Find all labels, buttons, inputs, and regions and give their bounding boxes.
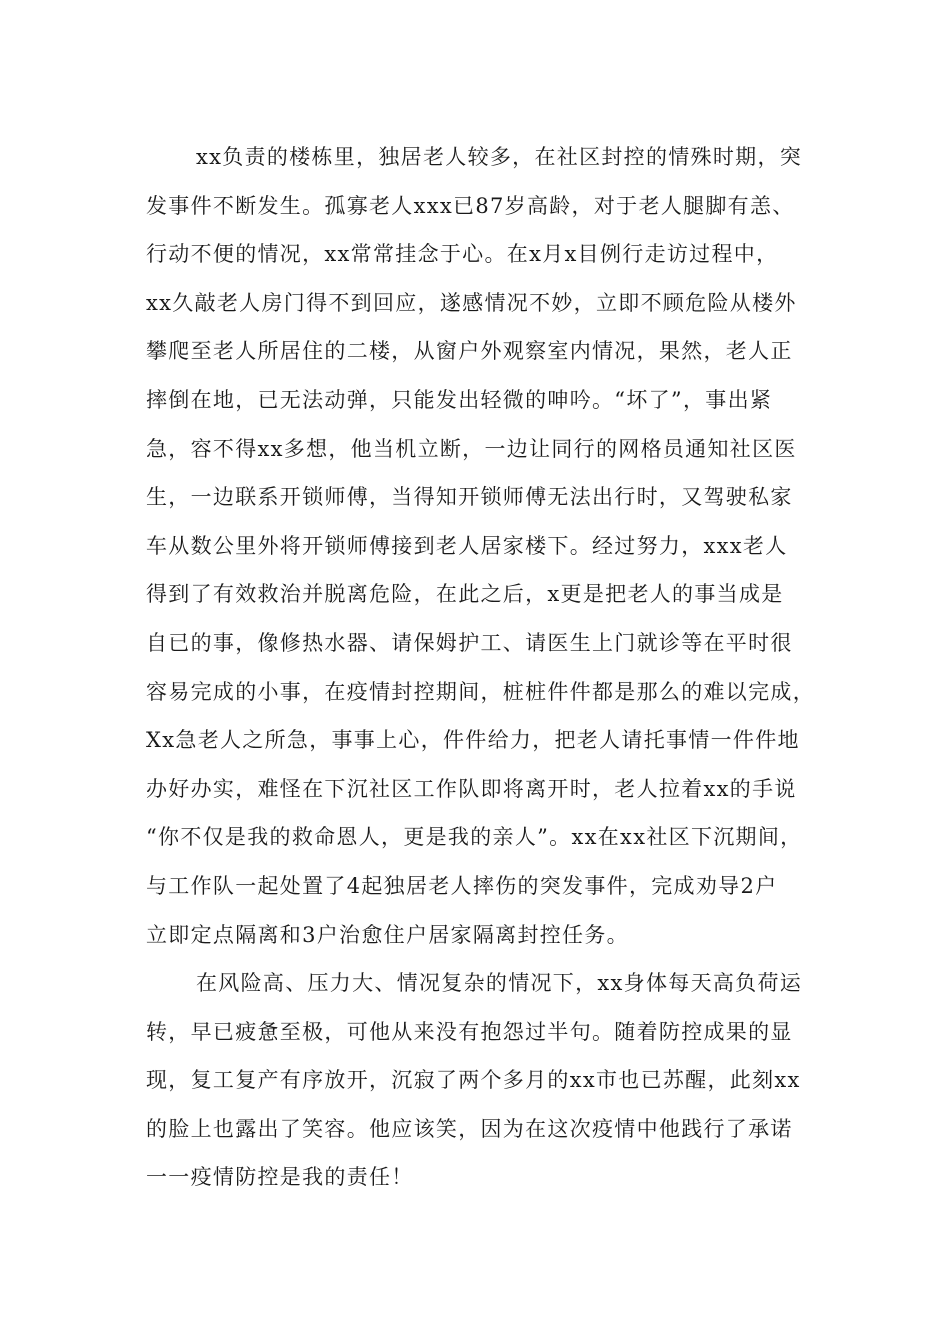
paragraph-1-line-10: 得到了有效救治并脱离危险，在此之后，x更是把老人的事当成是: [146, 582, 784, 607]
paragraph-1-line-1: xx负责的楼栋里，独居老人较多，在社区封控的情殊时期，突: [196, 145, 803, 169]
paragraph-1-line-3: 行动不便的情况，xx常常挂念于心。在x月x目例行走访过程中，: [146, 242, 779, 267]
paragraph-1-line-4: xx久敲老人房门得不到回应，遂感情况不妙，立即不顾危险从楼外: [146, 290, 797, 315]
paragraph-1-line-5: 攀爬至老人所居住的二楼，从窗户外观察室内情况，果然，老人正: [146, 339, 793, 364]
paragraph-1-line-12: 容易完成的小事，在疫情封控期间，桩桩件件都是那么的难以完成，: [146, 679, 815, 704]
paragraph-1-line-7: 急，容不得xx多想，他当机立断，一边让同行的网格员通知社区医: [146, 436, 797, 461]
paragraph-2-line-2: 转，早已疲惫至极，可他从来没有抱怨过半句。随着防控成果的显: [146, 1019, 793, 1044]
paragraph-1-line-11: 自已的事，像修热水器、请保姆护工、请医生上门就诊等在平时很: [146, 630, 793, 655]
paragraph-1-line-14: 办好办实，难怪在下沉社区工作队即将离开时，老人拉着xx的手说: [146, 776, 797, 801]
paragraph-2-line-1: 在风险高、压力大、情况复杂的情况下，xx身体每天高负荷运: [196, 971, 803, 996]
paragraph-2-line-3: 现，复工复产有序放开，沉寂了两个多月的xx市也已苏醒，此刻xx: [146, 1068, 801, 1093]
body-text: [146, 133, 836, 1202]
paragraph-1-line-17: 立即定点隔离和3户治愈住户居家隔离封控任务。: [146, 922, 629, 947]
paragraph-1-line-8: 生，一边联系开锁师傅，当得知开锁师傅无法出行时，又驾驶私家: [146, 485, 793, 510]
paragraph-1-line-16: 与工作队一起处置了4起独居老人摔伤的突发事件，完成劝导2户: [146, 873, 778, 898]
paragraph-1-line-15: “你不仅是我的救命恩人，更是我的亲人”。xx在xx社区下沉期间，: [146, 825, 803, 850]
paragraph-1-line-9: 车从数公里外将开锁师傅接到老人居家楼下。经过努力，xxx老人: [146, 533, 788, 558]
paragraph-1-line-2: 发事件不断发生。孤寡老人xxx已87岁高龄，对于老人腿脚有恙、: [146, 193, 795, 218]
paragraph-1-line-6: 摔倒在地，已无法动弹，只能发出轻微的呻吟。“坏了”，事出紧: [146, 387, 773, 412]
paragraph-2-line-5: 一一疫情防控是我的责任！: [146, 1165, 414, 1190]
paragraph-2-line-4: 的脸上也露出了笑容。他应该笑，因为在这次疫情中他践行了承诺: [146, 1116, 793, 1141]
paragraph-1-line-13: Xx急老人之所急，事事上心，件件给力，把老人请托事情一件件地: [146, 728, 800, 753]
